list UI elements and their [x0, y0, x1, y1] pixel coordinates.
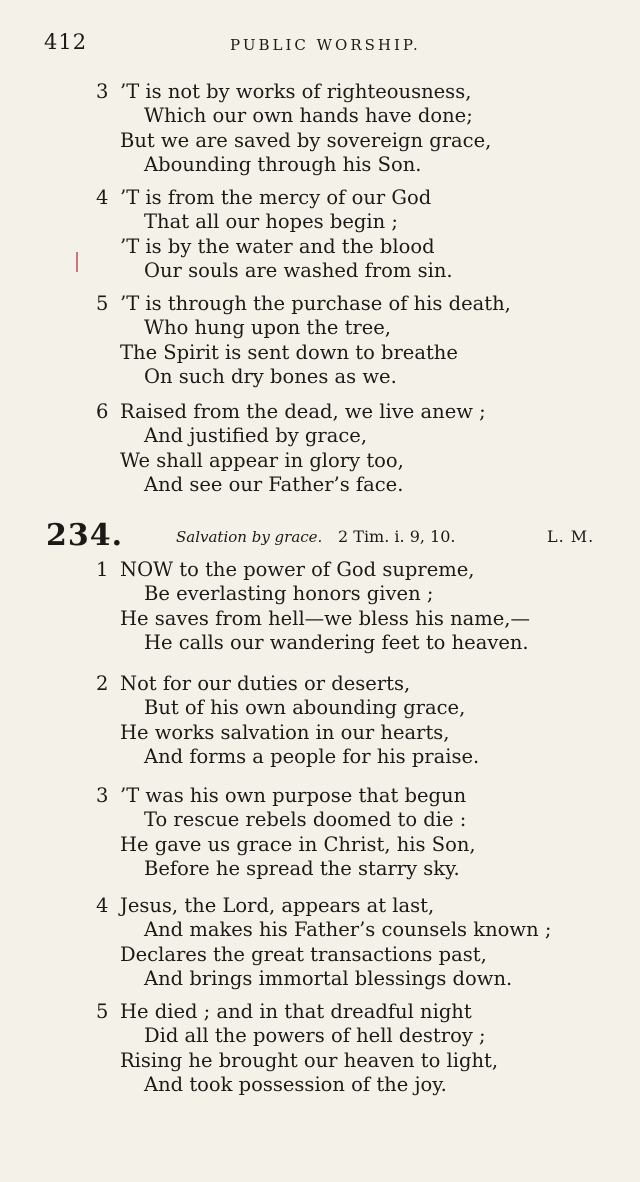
verse-line: To rescue rebels doomed to die : [144, 808, 467, 832]
verse-line: He saves from hell—we bless his name,— [120, 606, 530, 630]
verse-line: Abounding through his Son. [144, 153, 422, 177]
stanza [96, 784, 616, 882]
verse-line: Jesus, the Lord, appears at last, [120, 894, 435, 917]
stanza-number: 5 [96, 1000, 109, 1023]
verse-line: We shall appear in glory too, [120, 448, 404, 472]
verse-line: He died ; and in that dreadful night [120, 1000, 472, 1023]
verse-line: He works salvation in our hearts, [120, 720, 450, 744]
stanza [96, 558, 616, 656]
verse-line: ’T is by the water and the blood [120, 234, 435, 258]
running-head: PUBLIC WORSHIP. [230, 36, 421, 54]
stanza [96, 292, 616, 390]
stanza-number: 6 [96, 400, 109, 423]
verse-line: Before he spread the starry sky. [144, 857, 460, 881]
page-number: 412 [44, 30, 88, 54]
verse-line: ’T is through the purchase of his death, [120, 292, 511, 315]
stanza-number: 4 [96, 186, 109, 209]
stanza [96, 400, 616, 498]
stanza-number: 2 [96, 672, 109, 695]
stanza-number: 3 [96, 784, 109, 807]
hymn-scripture-reference: 2 Tim. i. 9, 10. [338, 527, 456, 546]
verse-line: And see our Father’s face. [144, 473, 404, 497]
verse-line: ’T was his own purpose that begun [120, 784, 467, 807]
stanza-number: 4 [96, 894, 109, 917]
verse-line: And brings immortal blessings down. [144, 967, 513, 991]
verse-line: ’T is not by works of righteousness, [120, 80, 472, 103]
hymn-number: 234. [46, 518, 124, 553]
verse-line: That all our hopes begin ; [144, 210, 398, 234]
verse-line: NOW to the power of God supreme, [120, 558, 475, 581]
verse-line: Declares the great transactions past, [120, 942, 487, 966]
margin-mark [76, 252, 78, 272]
stanza [96, 894, 616, 992]
verse-line: Raised from the dead, we live anew ; [120, 400, 486, 423]
verse-line: On such dry bones as we. [144, 365, 397, 389]
stanza [96, 186, 616, 284]
verse-line: ’T is from the mercy of our God [120, 186, 432, 209]
verse-line: And justified by grace, [144, 424, 368, 448]
verse-line: Who hung upon the tree, [144, 316, 392, 340]
verse-line: And forms a people for his praise. [144, 745, 480, 769]
verse-line: But of his own abounding grace, [144, 696, 466, 720]
hymn-title: Salvation by grace. [176, 528, 323, 546]
verse-line: Not for our duties or deserts, [120, 672, 411, 695]
stanza [96, 672, 616, 770]
stanza [96, 1000, 616, 1098]
verse-line: Be everlasting honors given ; [144, 582, 434, 606]
verse-line: And makes his Father’s counsels known ; [144, 918, 552, 942]
stanza-number: 1 [96, 558, 109, 581]
verse-line: But we are saved by sovereign grace, [120, 128, 492, 152]
stanza [96, 80, 616, 178]
stanza-number: 3 [96, 80, 109, 103]
hymn-heading [46, 518, 600, 554]
verse-line: Our souls are washed from sin. [144, 259, 453, 283]
verse-line: He calls our wandering feet to heaven. [144, 631, 529, 655]
verse-line: He gave us grace in Christ, his Son, [120, 832, 476, 856]
verse-line: Did all the powers of hell destroy ; [144, 1024, 486, 1048]
verse-line: And took possession of the joy. [144, 1073, 447, 1097]
verse-line: Rising he brought our heaven to light, [120, 1048, 499, 1072]
stanza-number: 5 [96, 292, 109, 315]
verse-line: The Spirit is sent down to breathe [120, 340, 458, 364]
page-header [44, 30, 600, 60]
verse-line: Which our own hands have done; [144, 104, 473, 128]
hymn-meter: L. M. [547, 527, 595, 546]
